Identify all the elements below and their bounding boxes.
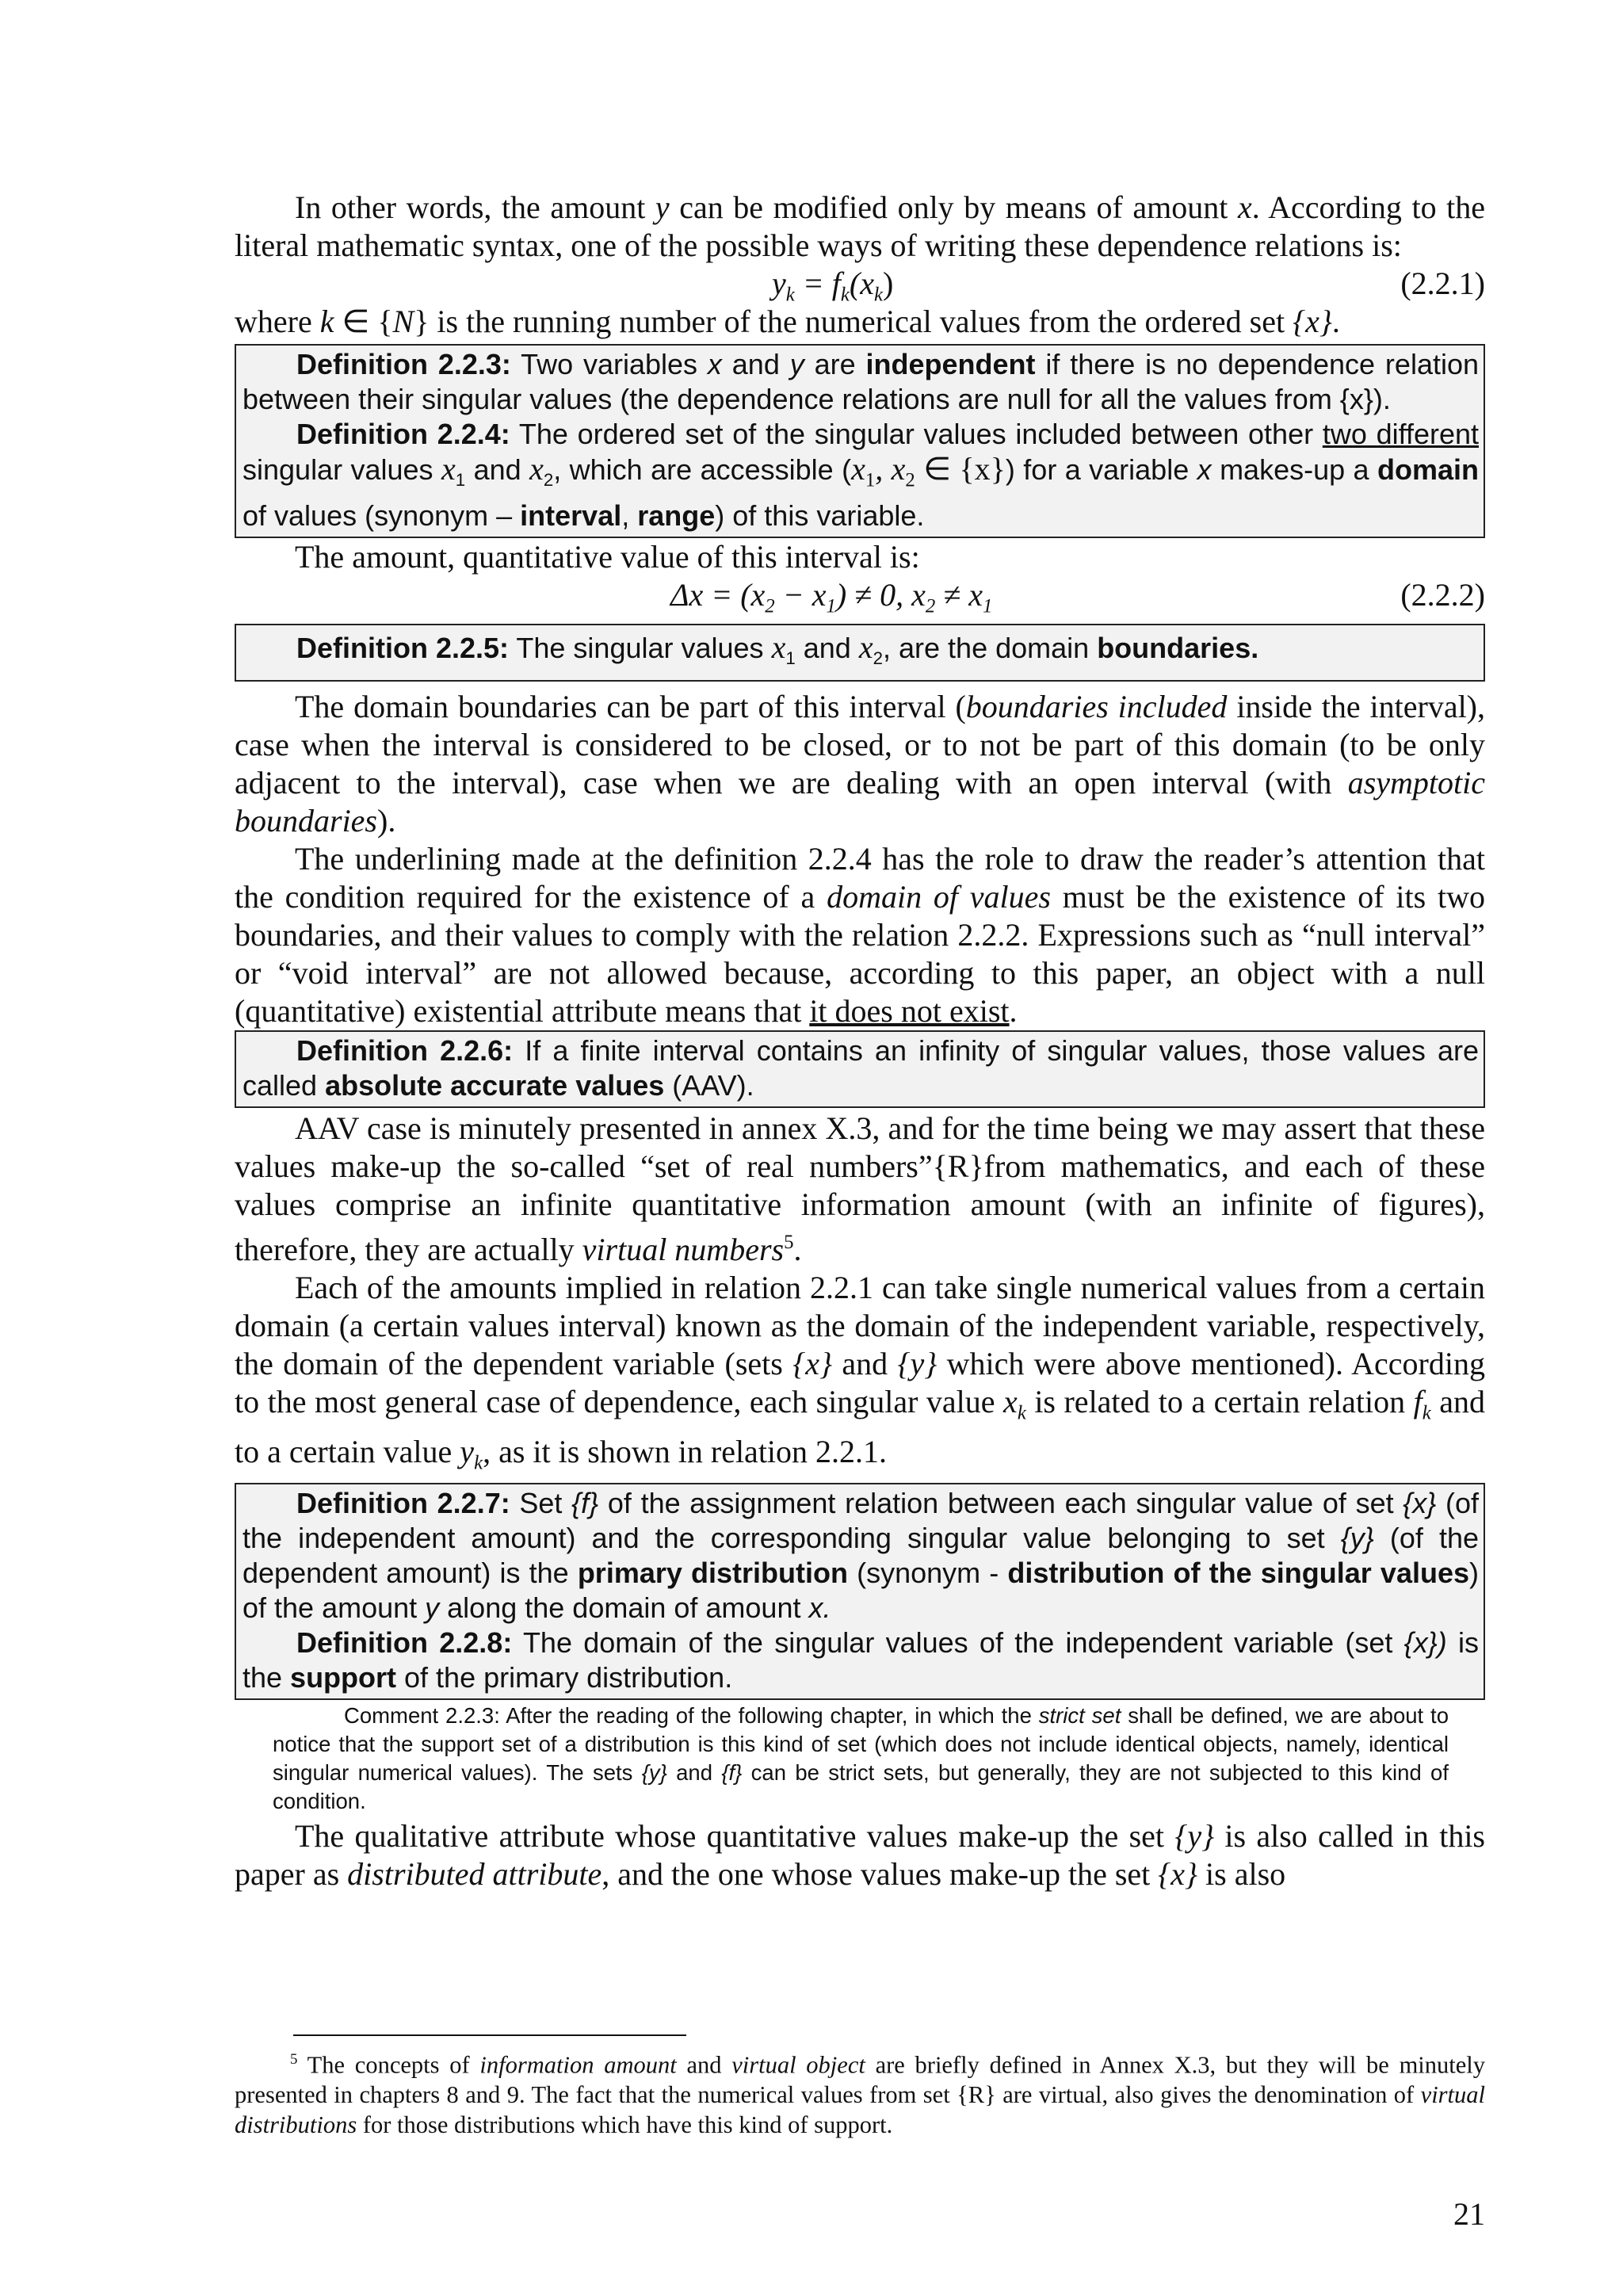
definition-2-2-7: Definition 2.2.7: Set {f} of the assignment relation between each singular value of set {x} (of the independent amount) and the corresponding singular value belonging to set {y} (of the dependent amount) is the primary distribution (synonym - distribution of the singular values) of the amount y along the domain of amount x. xyxy=(242,1486,1480,1624)
page-body xyxy=(235,189,1485,1893)
paragraph-1: In other words, the amount y can be modified only by means of amount x. According to the literal mathematic syntax, one of the possible ways of writing these dependence relations is: xyxy=(235,189,1485,263)
paragraph-where: where k ∈ {N} is the running number of the numerical values from the ordered set {x}. xyxy=(235,304,1340,339)
equation-number: (2.2.2) xyxy=(1400,576,1485,613)
definition-box-226 xyxy=(235,1030,1485,1108)
equation-number: (2.2.1) xyxy=(1400,266,1485,301)
definition-box-223-224 xyxy=(235,344,1485,538)
paragraph-distributed-attribute: The qualitative attribute whose quantitative values make-up the set {y} is also called in this paper as distributed attribute, and the one whose values make-up the set {x} is also xyxy=(235,1817,1486,1892)
equation-2-2-2: $\Delta x = (x_2 - x_1) \ne 0$, $x_2 \ne x_1$ (2.2.2) xyxy=(670,576,1485,617)
definition-2-2-8: Definition 2.2.8: The domain of the singular values of the independent variable (set {x}) is the support of the primary distribution. xyxy=(242,1626,1479,1694)
definition-box-225 xyxy=(235,624,1485,682)
paragraph-aav: AAV case is minutely presented in annex X.3, and for the time being we may assert that these values make-up the so-called “set of real numbers”{R}from mathematics, and each of these values comprise an infinite quantitative information amount (with an infinite of figures), therefore, they are actually virtual numbers$^5$. xyxy=(235,1110,1485,1268)
paragraph-boundaries: The domain boundaries can be part of this interval (boundaries included inside the interval), case when the interval is considered to be closed, or to not be part of this domain (to be only adjacent to the interval), case when we are dealing with an open interval (with asymptotic boundaries). xyxy=(235,689,1486,839)
definition-2-2-6: Definition 2.2.6: If a finite interval contains an infinity of singular values, those values are called absolute accurate values (AAV). xyxy=(242,1034,1480,1102)
equation-2-2-1: $y_k = f_k(x_k)$ (2.2.1) xyxy=(772,266,1485,306)
comment-2-2-3: Comment 2.2.3: After the reading of the following chapter, in which the strict set shall be defined, we are about to notice that the support set of a distribution is this kind of set (which does not include identical objects, namely, identical singular numerical values). The sets {y} and {f} can be strict sets, but generally, they are not subjected to this kind of condition. xyxy=(273,1702,1449,1813)
definition-box-227-228 xyxy=(235,1483,1485,1700)
paragraph-interval-value: The amount, quantitative value of this interval is: xyxy=(295,538,920,575)
paragraph-amounts: Each of the amounts implied in relation 2.2.1 can take single numerical values from a certain domain (a certain values interval) known as the domain of the independent variable, respectively, the domain of the dependent variable (sets {x} and {y} which were above mentioned). According to the most general case of dependence, each singular value $x_k$ is related to a certain relation $f_k$ and to a certain value $y_k$, as it is shown in relation 2.2.1. xyxy=(235,1270,1485,1474)
definition-2-2-5: Definition 2.2.5: The singular values $x_1$ and $x_2$, are the domain boundaries. xyxy=(296,628,1259,668)
definition-2-2-3: Definition 2.2.3: Two variables x and y are independent if there is no dependence relation between their singular values (the dependence relations are null for all the values from {x}). xyxy=(242,348,1480,415)
footnote-reference: 5 xyxy=(784,1232,794,1254)
footnote-separator xyxy=(293,2034,686,2036)
paragraph-underlining: The underlining made at the definition 2.2.4 has the role to draw the reader’s attention that the condition required for the existence of a domain of values must be the existence of its two boundaries, and their values to comply with the relation 2.2.2. Expressions such as “null interval” or “void interval” are not allowed because, according to this paper, an object with a null (quantitative) existential attribute means that it does not exist. xyxy=(235,841,1485,1030)
page-number: 21 xyxy=(1453,2196,1485,2232)
footnote-5: $^5$ The concepts of information amount and virtual object are briefly defined in Annex X.3, but they will be minutely presented in chapters 8 and 9. The fact that the numerical values from set {R} are virtual, also gives the denomination of virtual distributions for those distributions which have this kind of support. xyxy=(235,2051,1485,2139)
definition-2-2-4: Definition 2.2.4: The ordered set of the singular values included between other two different singular values $x_1$ and $x_2$, which are accessible ($x_1$, $x_2$ ∈ {x}) for a variable x makes-up a domain of values (synonym – interval, range) of this variable. xyxy=(242,418,1480,532)
